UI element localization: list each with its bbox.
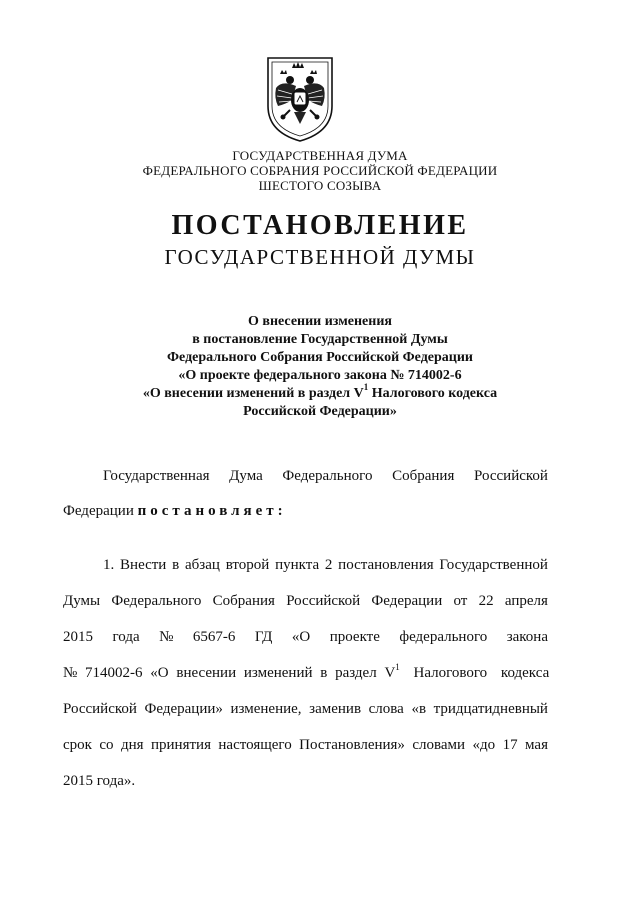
- item1-line-7: 2015 года».: [63, 773, 136, 789]
- subject-line-5-tail: Налогового кодекса: [368, 386, 498, 401]
- item1-line-5: Российской Федерации» изменение, заменив слова «в тридцатидневный: [63, 701, 548, 717]
- item1-line-6: срок со дня принятия настоящего Постановления» словами «до 17 мая: [63, 737, 548, 753]
- subject-line-4: «О проекте федерального закона № 714002-6: [178, 368, 462, 383]
- header-line-state-duma: ГОСУДАРСТВЕННАЯ ДУМА: [232, 148, 408, 163]
- subject-line-5: [0, 382, 640, 403]
- preamble-line-1: Государственная Дума Федерального Собрания Российской: [103, 468, 548, 484]
- document-subtitle: ГОСУДАРСТВЕННОЙ ДУМЫ: [164, 245, 476, 269]
- item1-line-4: № 714002-6 «О внесении изменений в раздел V $^1$ Налогового кодекса: [63, 662, 550, 681]
- header-line-federal-assembly: ФЕДЕРАЛЬНОГО СОБРАНИЯ РОССИЙСКОЙ ФЕДЕРАЦИИ: [142, 163, 498, 178]
- subject-line-5-text: «О внесении изменений в раздел V: [142, 386, 364, 401]
- resolves-word: постановляет:: [137, 503, 287, 519]
- coat-of-arms-emblem: [262, 54, 338, 144]
- item1-line-2: Думы Федерального Собрания Российской Федерации от 22 апреля: [63, 593, 548, 609]
- header-line-convocation: ШЕСТОГО СОЗЫВА: [258, 178, 382, 193]
- item1-line-3: 2015 года № 6567-6 ГД «О проекте федерального закона: [63, 629, 548, 645]
- subject-line-3: Федерального Собрания Российской Федерации: [167, 350, 473, 365]
- subject-line-2: в постановление Государственной Думы: [192, 332, 448, 347]
- subject-superscript: 1: [363, 382, 369, 393]
- subject-line-6: Российской Федерации»: [243, 404, 397, 419]
- document-title: ПОСТАНОВЛЕНИЕ: [171, 210, 469, 241]
- item1-line-1: 1. Внести в абзац второй пункта 2 постановления Государственной: [103, 557, 548, 573]
- preamble-line-2: Федерации постановляет:: [63, 503, 287, 519]
- item1-superscript: 1: [395, 662, 400, 672]
- subject-line-1: О внесении изменения: [248, 314, 392, 329]
